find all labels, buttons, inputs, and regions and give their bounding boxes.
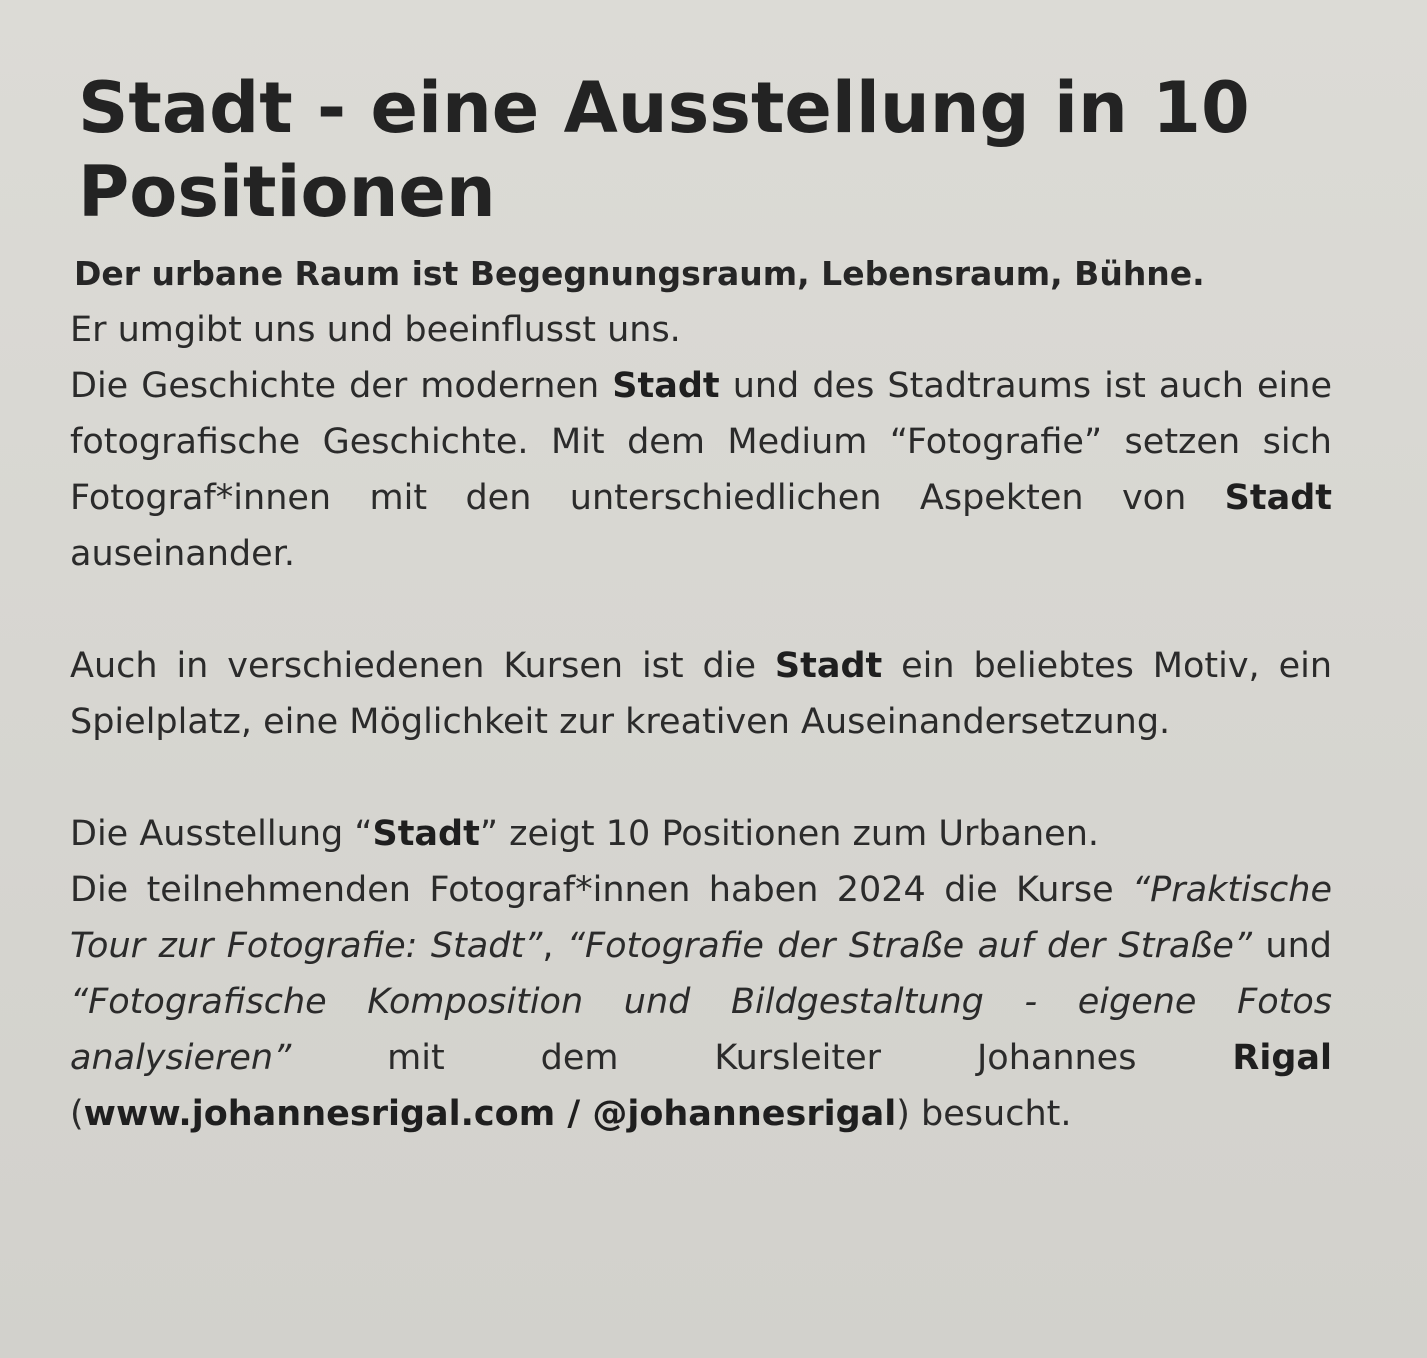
participants-text: Die teilnehmenden Fotograf*innen haben 2024 die Kurse [70,870,1132,910]
course-title: “Praktische Tour zur Fotografie: Stadt” [70,870,1332,966]
exhibition-text-panel [62,66,1337,1142]
intro-text: auseinander. [70,534,295,574]
page-title: Stadt - eine Ausstellung in 10 Positionen [78,67,1250,233]
stadt-keyword: Stadt [1224,478,1332,518]
intro-text: Die Geschichte der modernen [70,366,613,406]
stadt-keyword: Stadt [372,814,480,854]
paragraph-intro [70,302,1332,582]
course-title: “Fotografie der Straße auf der Straße” [566,926,1252,966]
paragraph-spacer [62,582,1337,638]
intro-first-line: Er umgibt uns und beeinflusst uns. [70,310,681,350]
participants-text: mit dem Kursleiter Johannes [291,1038,1233,1078]
participants-text: und [1252,926,1332,966]
paragraph-exhibition [70,806,1332,1142]
course-title: “Fotografische Komposition und Bildgestaltung - eigene Fotos analysieren” [70,982,1332,1078]
participants-text: ) besucht. [896,1094,1072,1134]
paragraph-courses [70,638,1332,750]
courses-text: Auch in verschiedenen Kursen ist die [70,646,775,686]
exhibition-line [70,806,1332,862]
lead-statement: Der urbane Raum ist Begegnungsraum, Lebensraum, Bühne. [74,254,1205,293]
courses-text: ein beliebtes Motiv, ein Spielplatz, eine Möglichkeit zur kreativen Auseinandersetzung. [70,646,1333,742]
participants-text: ( [70,1094,84,1134]
stadt-keyword: Stadt [612,366,720,406]
participants-text: , [542,926,567,966]
exhibition-text: ” zeigt 10 Positionen zum Urbanen. [479,814,1100,854]
stadt-keyword: Stadt [774,646,883,686]
intro-text: und des Stadtraums ist auch eine fotografische Geschichte. Mit dem Medium “Fotografie” setzen sich Fotograf*innen mit den unterschiedlichen Aspekten von [70,366,1332,518]
instructor-surname: Rigal [1232,1038,1332,1078]
paragraph-spacer [62,750,1337,806]
instructor-links: www.johannesrigal.com / @johannesrigal [83,1094,897,1134]
exhibition-text: Die Ausstellung “ [70,814,373,854]
